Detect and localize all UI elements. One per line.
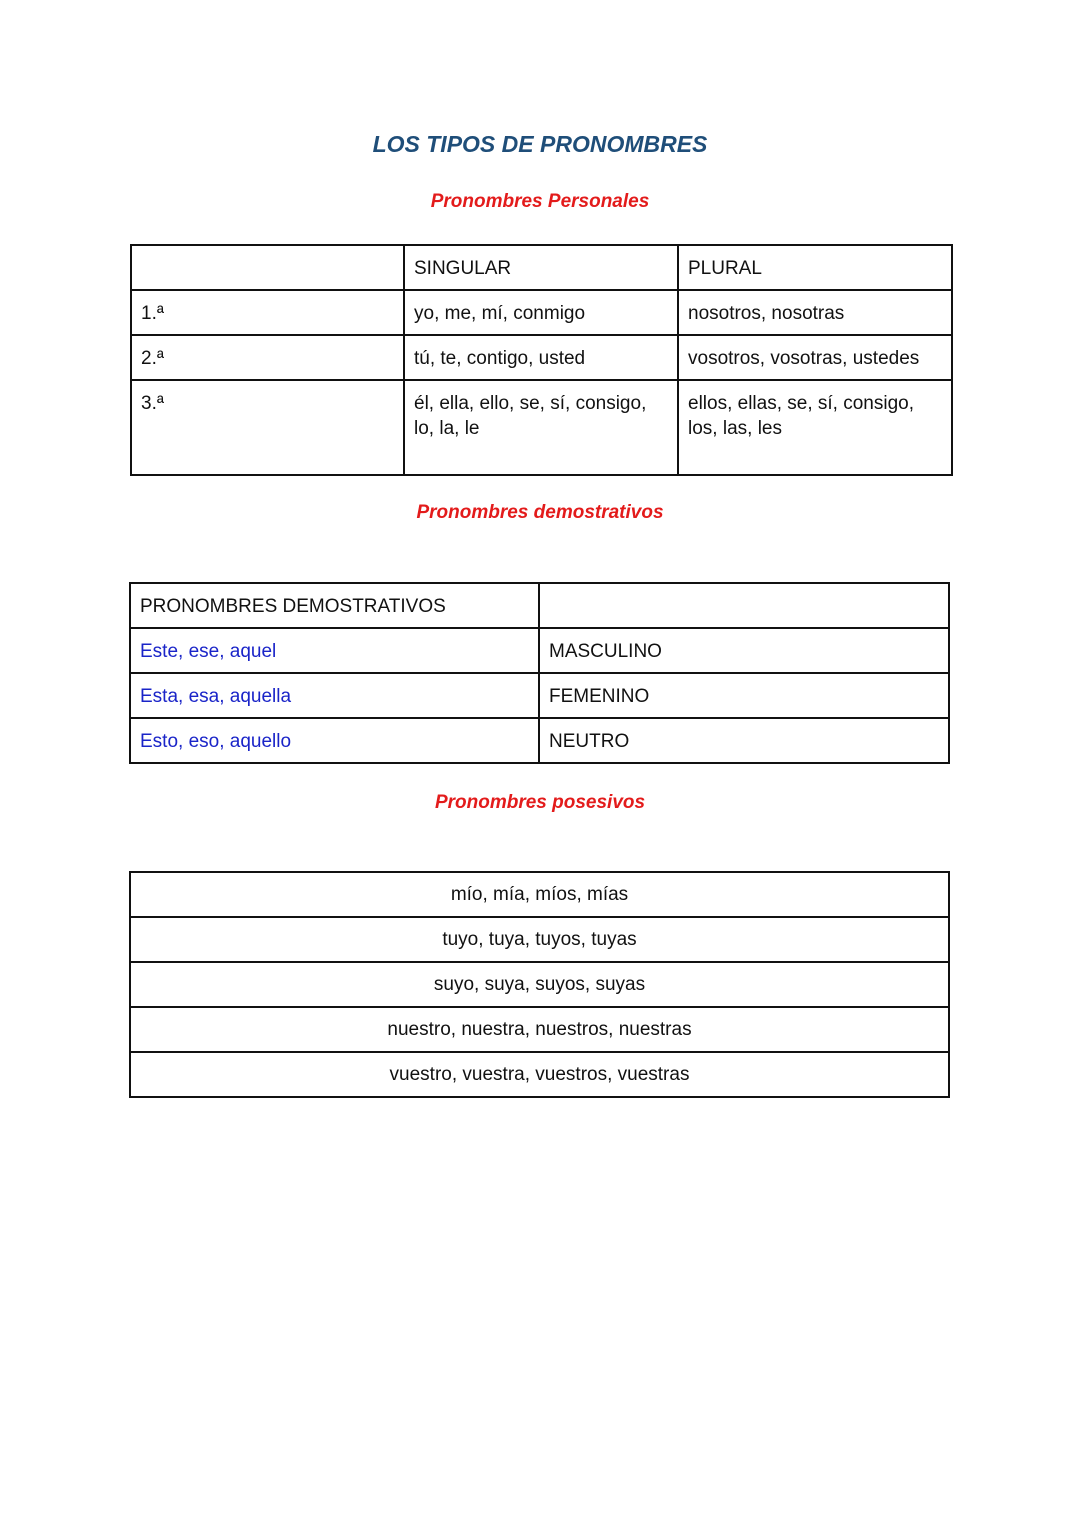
table-row [131, 335, 952, 380]
pronoun-cell: Esto, eso, aquello [130, 718, 539, 763]
gender-cell: MASCULINO [539, 628, 949, 673]
table-demostrativos [129, 582, 950, 764]
person-cell: 2.ª [131, 335, 404, 380]
pronoun-cell: Esta, esa, aquella [130, 673, 539, 718]
possessive-cell: tuyo, tuya, tuyos, tuyas [130, 917, 949, 962]
table-row [130, 1052, 949, 1097]
possessive-cell: vuestro, vuestra, vuestros, vuestras [130, 1052, 949, 1097]
table-row [130, 872, 949, 917]
table-row [131, 380, 952, 475]
person-cell: 3.ª [131, 380, 404, 475]
gender-cell: FEMENINO [539, 673, 949, 718]
table-header-row [130, 583, 949, 628]
page-title: LOS TIPOS DE PRONOMBRES [372, 131, 708, 157]
table-header-row [131, 245, 952, 290]
plural-cell: vosotros, vosotras, ustedes [678, 335, 952, 380]
header-cell-singular: SINGULAR [404, 245, 678, 290]
header-cell-empty [131, 245, 404, 290]
gender-cell: NEUTRO [539, 718, 949, 763]
header-cell-plural: PLURAL [678, 245, 952, 290]
singular-cell: yo, me, mí, conmigo [404, 290, 678, 335]
header-cell-demostrativos: PRONOMBRES DEMOSTRATIVOS [130, 583, 539, 628]
possessive-cell: suyo, suya, suyos, suyas [130, 962, 949, 1007]
table-row [130, 1007, 949, 1052]
singular-cell: él, ella, ello, se, sí, consigo, lo, la, le [404, 380, 678, 475]
table-row [130, 917, 949, 962]
table-personales [130, 244, 953, 476]
pronoun-cell: Este, ese, aquel [130, 628, 539, 673]
possessive-cell: mío, mía, míos, mías [130, 872, 949, 917]
table-row [131, 290, 952, 335]
table-row [130, 673, 949, 718]
table-row [130, 628, 949, 673]
table-row [130, 718, 949, 763]
singular-cell: tú, te, contigo, usted [404, 335, 678, 380]
possessive-cell: nuestro, nuestra, nuestros, nuestras [130, 1007, 949, 1052]
table-row [130, 962, 949, 1007]
plural-cell: nosotros, nosotras [678, 290, 952, 335]
header-cell-empty [539, 583, 949, 628]
person-cell: 1.ª [131, 290, 404, 335]
section-heading-posesivos: Pronombres posesivos [434, 792, 646, 813]
section-heading-personales: Pronombres Personales [430, 191, 650, 212]
plural-cell: ellos, ellas, se, sí, consigo, los, las, les [678, 380, 952, 475]
section-heading-demostrativos: Pronombres demostrativos [416, 502, 664, 523]
table-posesivos [129, 871, 950, 1098]
